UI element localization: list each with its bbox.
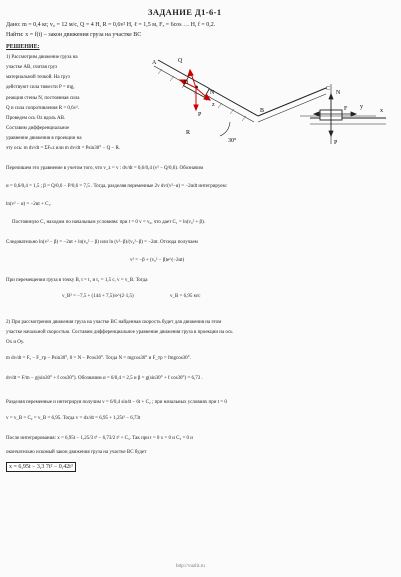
p5-line-1: При перемещении груза в точку B, t = t₁ и t₁ = 1,5 с, v = v_B. Тогда	[6, 278, 148, 283]
p4-formula: v² = −β + (v₀² − β)e^(−2αt)	[130, 258, 185, 263]
label-P2: P	[334, 140, 338, 146]
label-F: F	[344, 106, 348, 112]
label-y: y	[360, 104, 363, 110]
p1-line-2: участке AB, считая груз	[6, 65, 58, 70]
label-P: P	[198, 112, 202, 118]
solution-heading: РЕШЕНИЕ:	[6, 44, 40, 50]
p6-line-1: 2) При рассмотрении движения груза на участке BC найденная скорость будет для движения на этом	[6, 320, 222, 325]
p1-line-10: эту ось: m dv/dt = ΣFₖz или m dv/dt = Psin30° − Q − R.	[6, 146, 121, 151]
p5-result: v_B = 6,95 м/с	[170, 294, 201, 299]
p4-line-1: Следовательно ln(v² − β) = −2αt + ln(v₀² − β) или ln (v²−β)/(v₀²−β) = −2αt. Отсюда получаем	[6, 240, 198, 245]
p6-line-2: участке начальной скоростью. Составим дифференциальное уравнение движения груза в проекции на ось	[6, 330, 233, 335]
label-B: B	[260, 108, 265, 114]
p1-line-6: Q и сила сопротивления R = 0,6v².	[6, 106, 79, 111]
p2-line-3: ln(v² − α) = −2αt + C₁.	[6, 202, 52, 207]
p1-line-3: материальной точкой. На груз	[6, 75, 70, 80]
p1-line-8: Составим дифференциальное	[6, 126, 70, 131]
page-title: ЗАДАНИЕ Д1-6-1	[148, 7, 222, 17]
p8-line-2: v = v_B = C₂ = v_B = 6,95. Тогда v = dx/dt = 6,95 + 1,25t² − 6,73t	[6, 416, 141, 421]
label-Q: Q	[178, 58, 183, 64]
label-angle: 30°	[228, 138, 237, 144]
p1-line-4: действуют сила тяжести P = mg,	[6, 85, 75, 90]
label-R: R	[186, 130, 191, 136]
p7-line-1: m dv/dt = Fₓ − F_тр − Psin30°, 0 = N − Pcos30°. Тогда N = mgcos30° и F_тр = fmgcos30°.	[6, 356, 191, 361]
p9-line-2: окончательно искомый закон движения груза на участке BC будет	[6, 450, 147, 455]
p1-line-5: реакция стены N, постоянная сила	[6, 96, 80, 101]
footer-url: http://vuzlit.ru	[176, 564, 205, 569]
p6-line-3: Ox и Oy.	[6, 340, 25, 345]
label-N: N	[210, 90, 215, 96]
label-A: A	[152, 60, 157, 66]
p3: Постоянную C₁ находим по начальным условиям: при t = 0 v = v₀, что дает C₁ = ln(v₀² + β).	[12, 220, 206, 225]
p1-line-9: уравнение движения в проекции на	[6, 136, 82, 141]
p8-line-1: Разделяя переменные и интегрируя получим v = 6/0,4 sin4t − 6t + C₂ ; при начальных условиях при t = 0	[6, 400, 227, 405]
p1-line-7: Проведем ось Oz вдоль AB.	[6, 116, 66, 121]
mechanics-figure	[150, 50, 388, 150]
given-line: Дано: m = 0,4 кг, v₀ = 12 м/с, Q = 4 Н, R = 0,6v² Н, ℓ = 1,5 м, Fₓ = 6cos … Н, f = 0,2.	[6, 22, 216, 28]
p2-line-1: Перепишем это уравнение в учетом того, что v_z = v : dv/dt = 0,6/0,4 (v² − Q/0,6). Обозначим	[6, 166, 204, 171]
label-N2: N	[336, 90, 341, 96]
p5-formula: v_B² = −7,5 + (144 + 7,5)/e^(2·1,5)	[62, 294, 134, 299]
p9-line-1: После интегрирования: x = 6,95t − 1,25/3 t³ − 6,73/2 t² + C₃. Так при t = 0 x = 0 и C₃ = 0 и	[6, 436, 193, 441]
label-x: x	[380, 108, 383, 114]
p2-line-2: α = 0,6/0,4 = 1,5 ; β = Q/0,6 − P/0,6 = 7,5 . Тогда, разделяя переменные 2v dv/(v²−α) = −2αdt интегрируем:	[6, 184, 228, 189]
label-z: z	[212, 102, 215, 108]
find-line: Найти: x = f(t) – закон движения груза на участке BC	[6, 32, 142, 38]
p1-line-1: 1) Рассмотрим движение груза на	[6, 55, 78, 60]
label-D: D	[184, 80, 189, 86]
label-C: C	[326, 86, 331, 92]
answer-box: x = 6,95t − 3,3 7t² − 0,42t³	[6, 462, 76, 472]
p7-line-2: dv/dt = F/m − g(sin30° + f cos30°). Обозначим α = 6/0,4 = 2,5 и β = g(sin30° + f cos30°) = 6,73 .	[6, 376, 203, 381]
